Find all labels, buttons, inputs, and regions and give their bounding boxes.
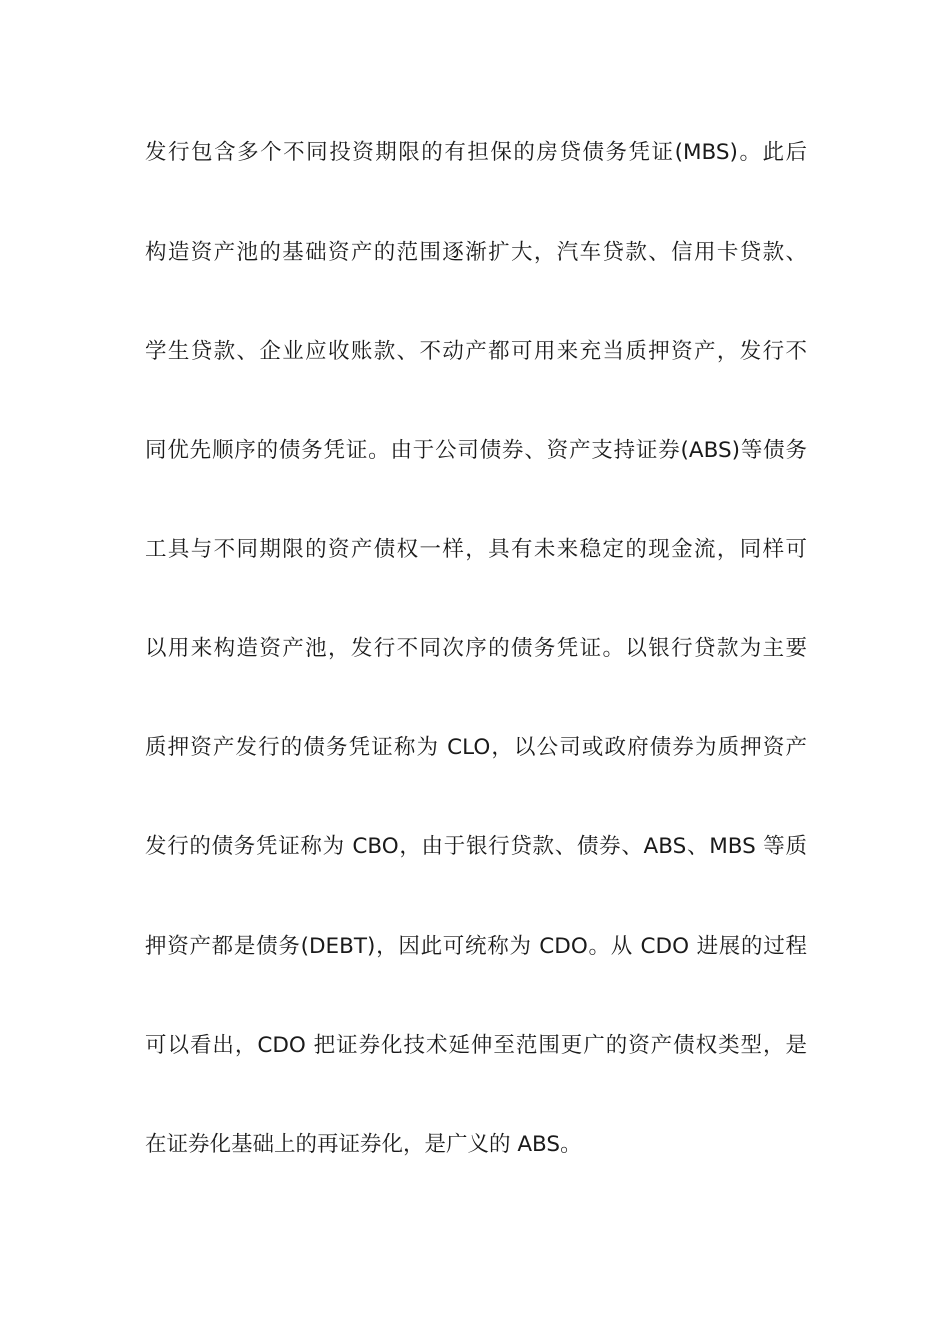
paragraph-line: 押资产都是债务(DEBT)，因此可统称为 CDO。从 CDO 进展的过程 — [145, 934, 807, 959]
paragraph-line: 发行包含多个不同投资期限的有担保的房贷债务凭证(MBS)。此后 — [145, 140, 807, 165]
paragraph-line: 在证券化基础上的再证券化，是广义的 ABS。 — [145, 1132, 582, 1157]
paragraph-line: 学生贷款、企业应收账款、不动产都可用来充当质押资产，发行不 — [145, 339, 807, 364]
paragraph-line: 构造资产池的基础资产的范围逐渐扩大，汽车贷款、信用卡贷款、 — [145, 240, 807, 265]
paragraph-line: 质押资产发行的债务凭证称为 CLO，以公司或政府债券为质押资产 — [145, 735, 807, 760]
paragraph-line: 同优先顺序的债务凭证。由于公司债券、资产支持证券(ABS)等债务 — [145, 438, 807, 463]
paragraph-line: 可以看出，CDO 把证券化技术延伸至范围更广的资产债权类型，是 — [145, 1033, 807, 1058]
paragraph-line: 工具与不同期限的资产债权一样，具有未来稳定的现金流，同样可 — [145, 537, 807, 562]
paragraph-line: 发行的债务凭证称为 CBO，由于银行贷款、债券、ABS、MBS 等质 — [145, 834, 807, 859]
paragraph-line: 以用来构造资产池，发行不同次序的债务凭证。以银行贷款为主要 — [145, 636, 807, 661]
